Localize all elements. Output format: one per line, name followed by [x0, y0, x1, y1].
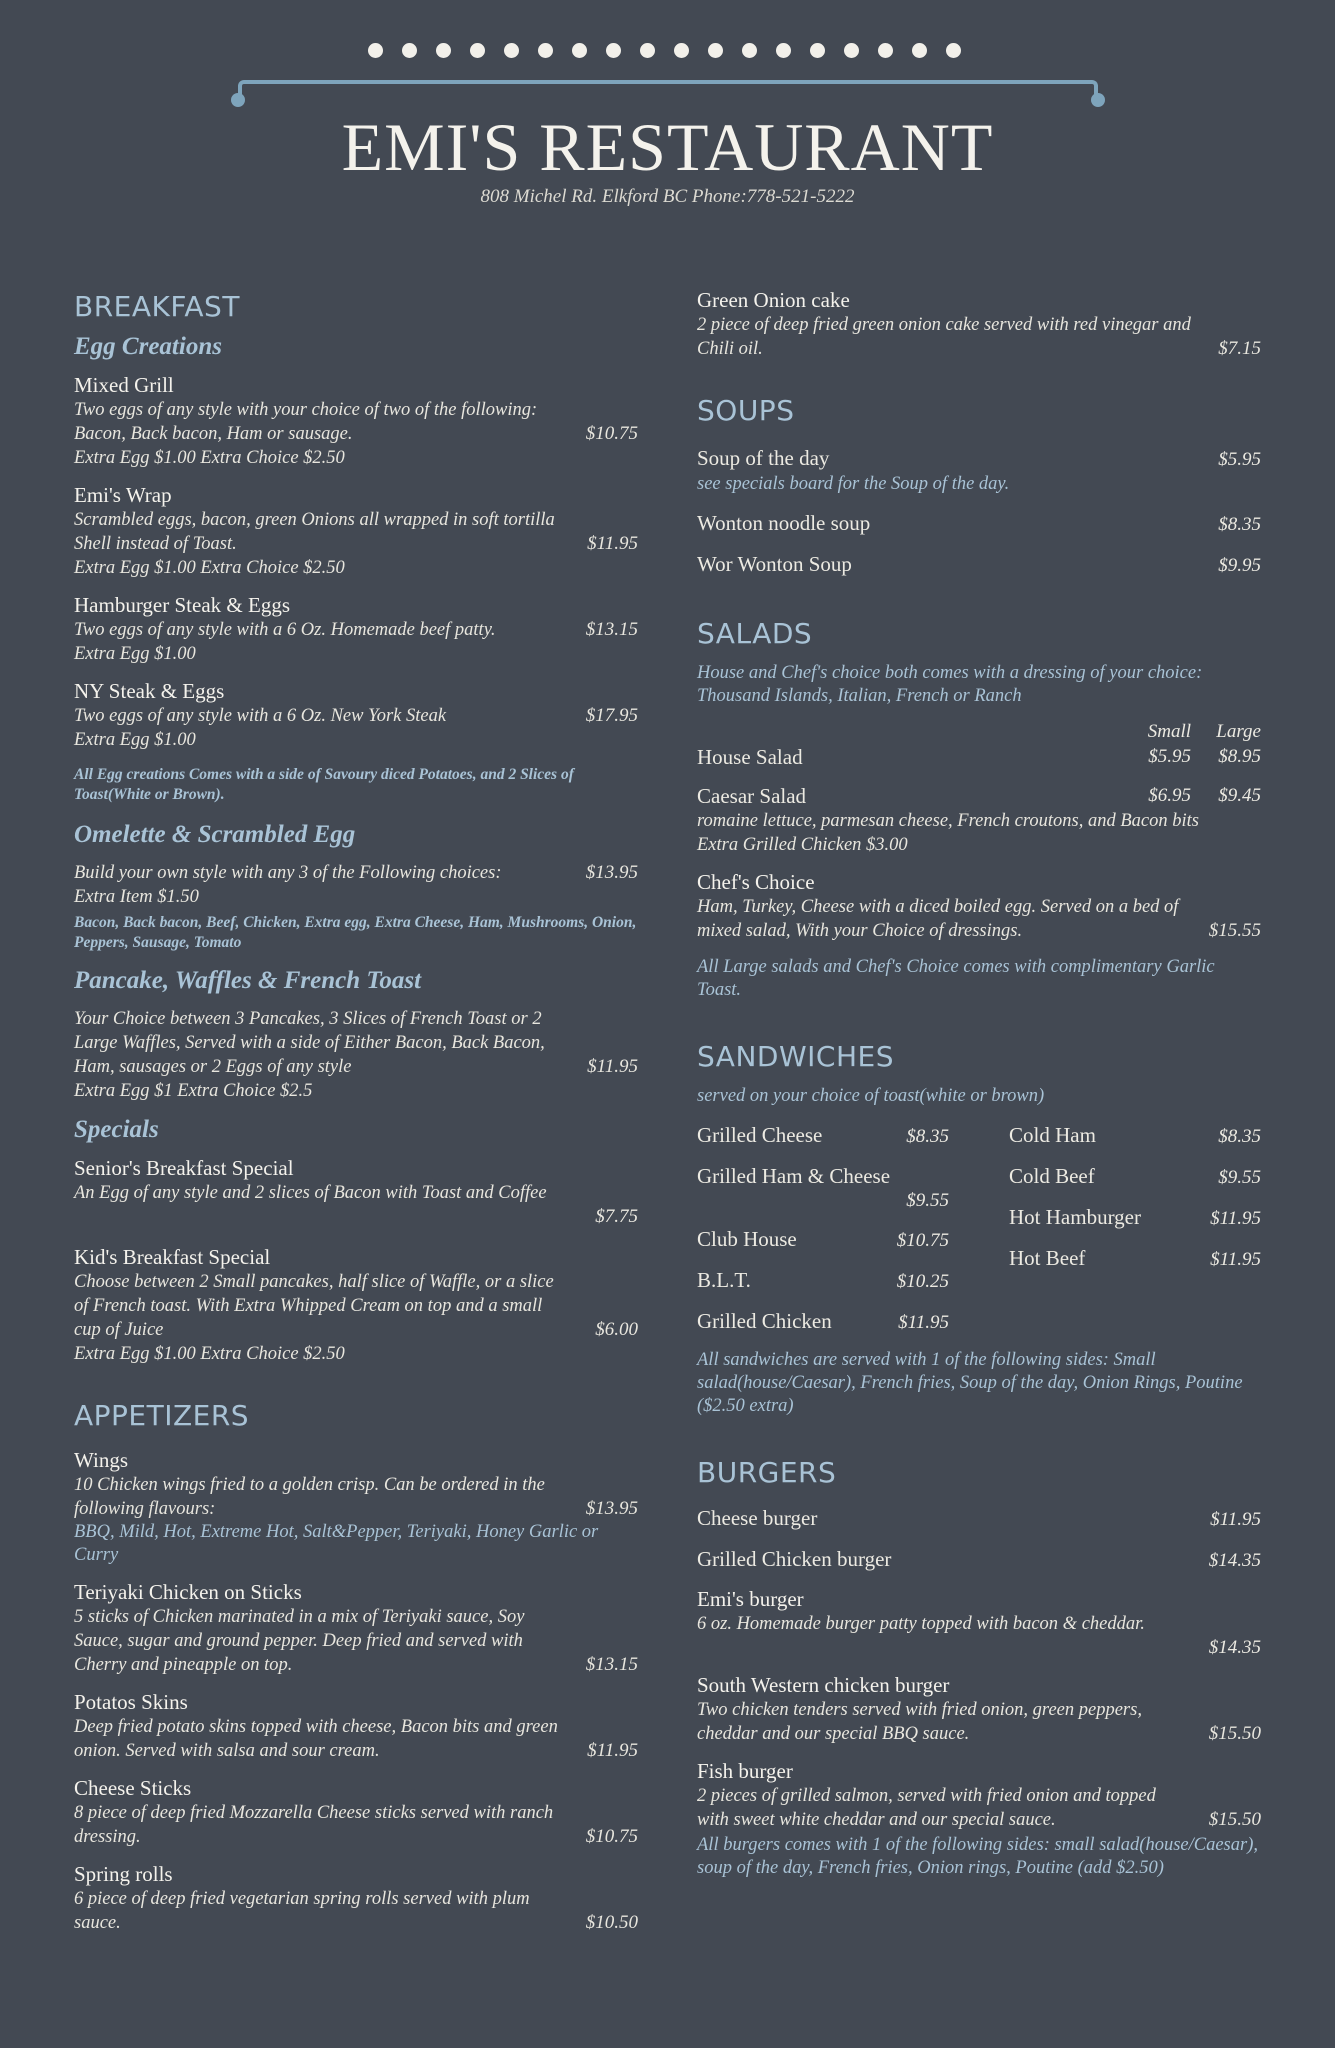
item-price: $10.75	[585, 1826, 638, 1847]
item-desc	[74, 1007, 638, 1079]
menu-item-grilled-cheese	[697, 1122, 949, 1150]
decorative-dot	[776, 43, 791, 58]
item-price: $11.95	[1210, 1208, 1261, 1229]
decorative-dot	[810, 43, 825, 58]
menu-item-hot-hamburger	[1009, 1204, 1261, 1232]
item-desc: romaine lettuce, parmesan cheese, French croutons, and Bacon bits	[697, 811, 1199, 831]
right-column	[697, 288, 1261, 1880]
item-desc-text: Build your own style with any 3 of the Following choices:	[74, 863, 502, 883]
menu-item-cheese-sticks	[74, 1776, 638, 1849]
item-name: Wonton noodle soup	[697, 511, 871, 535]
menu-item-seniors-special	[74, 1156, 638, 1229]
decorative-dot	[708, 43, 723, 58]
item-price-large: $9.45	[1218, 785, 1261, 806]
item-desc-text: Scrambled eggs, bacon, green Onions all wrapped in soft tortilla Shell instead of Toast.	[74, 510, 555, 554]
item-name: Mixed Grill	[74, 373, 174, 397]
decorative-dot	[504, 43, 519, 58]
menu-item-teriyaki-sticks	[74, 1580, 638, 1677]
item-price: $11.95	[1210, 1509, 1261, 1530]
decorative-dots	[368, 43, 968, 59]
egg-creations-note: All Egg creations Comes with a side of Savoury diced Potatoes, and 2 Slices of Toast(White or Brown).	[74, 766, 574, 803]
item-desc-text: 8 piece of deep fried Mozzarella Cheese sticks served with ranch dressing.	[74, 1803, 554, 1847]
item-price-small: $5.95	[1148, 746, 1191, 767]
item-price: $6.00	[595, 1319, 638, 1340]
item-desc	[74, 1605, 638, 1677]
item-desc: An Egg of any style and 2 slices of Bacon with Toast and Coffee	[74, 1183, 547, 1203]
wings-flavours-note: BBQ, Mild, Hot, Extreme Hot, Salt&Pepper, Teriyaki, Honey Garlic or Curry	[74, 1522, 599, 1565]
item-desc	[697, 1784, 1261, 1832]
decorative-dot	[640, 43, 655, 58]
menu-item-cheese-burger	[697, 1505, 1261, 1533]
item-desc	[74, 1715, 638, 1763]
item-name: NY Steak & Eggs	[74, 679, 225, 703]
bracket-end-right	[1091, 93, 1105, 107]
item-desc-text: Two eggs of any style with a 6 Oz. Homemade beef patty.	[74, 620, 496, 640]
section-breakfast-title: BREAKFAST	[74, 290, 240, 323]
item-desc: 6 oz. Homemade burger patty topped with bacon & cheddar.	[697, 1614, 1145, 1634]
item-desc	[697, 895, 1261, 943]
item-price: $13.15	[585, 619, 638, 640]
item-desc-text: 10 Chicken wings fried to a golden crisp. Can be ordered in the following flavours:	[74, 1475, 545, 1519]
sandwiches-note: All sandwiches are served with 1 of the following sides: Small salad(house/Caesar), French fries, Soup of the day, Onion Rings, Poutine ($2.50 extra)	[697, 1350, 1243, 1416]
menu-item-hot-beef	[1009, 1245, 1261, 1273]
menu-item-green-onion-cake	[697, 288, 1261, 361]
item-extra: Extra Egg $1.00 Extra Choice $2.50	[74, 1344, 345, 1364]
burgers-note: All burgers comes with 1 of the following sides: small salad(house/Caesar), soup of the day, French fries, Onion rings, Poutine (add $2.50)	[697, 1835, 1258, 1878]
item-price: $15.50	[1208, 1809, 1261, 1830]
decorative-dot	[742, 43, 757, 58]
item-name: Cold Beef	[1009, 1164, 1095, 1188]
menu-item-cold-beef	[1009, 1163, 1261, 1191]
item-name: Hot Hamburger	[1009, 1205, 1141, 1229]
item-name: B.L.T.	[697, 1268, 751, 1292]
decorative-dot	[606, 43, 621, 58]
item-extra: Extra Grilled Chicken $3.00	[697, 835, 908, 855]
bracket-end-left	[231, 93, 245, 107]
item-name: Chef's Choice	[697, 870, 815, 894]
item-desc-text: Choose between 2 Small pancakes, half slice of Waffle, or a slice of French toast. With Extra Whipped Cream on top and a small cup of Juice	[74, 1272, 554, 1340]
section-appetizers-title: APPETIZERS	[74, 1399, 250, 1432]
restaurant-address: 808 Michel Rd. Elkford BC Phone:778-521-5222	[480, 186, 855, 207]
item-price: $11.95	[587, 533, 638, 554]
item-price: $13.15	[585, 1654, 638, 1675]
pancake-title: Pancake, Waffles & French Toast	[74, 967, 422, 994]
item-name: Senior's Breakfast Special	[74, 1156, 294, 1180]
decorative-dot	[674, 43, 689, 58]
menu-item-emis-burger	[697, 1587, 1261, 1660]
menu-item-kids-special	[74, 1245, 638, 1366]
item-desc	[74, 1801, 638, 1849]
item-name: Spring rolls	[74, 1862, 173, 1886]
menu-item-mixed-grill	[74, 373, 638, 470]
item-price-small: $6.95	[1148, 785, 1191, 806]
item-name: South Western chicken burger	[697, 1673, 950, 1697]
menu-item-pancake	[74, 1007, 638, 1103]
menu-item-omelette	[74, 861, 638, 953]
item-name: Green Onion cake	[697, 288, 850, 312]
item-price: $14.35	[1208, 1637, 1261, 1658]
item-price: $10.75	[896, 1230, 949, 1251]
item-price: $11.95	[587, 1056, 638, 1077]
item-extra: Extra Egg $1.00 Extra Choice $2.50	[74, 558, 345, 578]
menu-item-spring-rolls	[74, 1862, 638, 1935]
decorative-dot	[844, 43, 859, 58]
item-name: Cheese burger	[697, 1506, 818, 1530]
item-name: Grilled Chicken	[697, 1309, 832, 1333]
decorative-dot	[470, 43, 485, 58]
item-desc-text: Your Choice between 3 Pancakes, 3 Slices of French Toast or 2 Large Waffles, Served with a side of Either Bacon, Back Bacon, Ham, sausages or 2 Eggs of any style	[74, 1009, 545, 1077]
decorative-dot	[402, 43, 417, 58]
item-price: $15.55	[1208, 920, 1261, 941]
left-column	[74, 290, 638, 1948]
item-price: $9.55	[1218, 1167, 1261, 1188]
item-price: $10.75	[585, 423, 638, 444]
item-desc-text: Two eggs of any style with your choice of two of the following: Bacon, Back bacon, Ham or sausage.	[74, 400, 538, 444]
item-price: $7.15	[1218, 338, 1261, 359]
menu-item-wor-wonton	[697, 551, 1261, 579]
item-price: $11.95	[898, 1312, 949, 1333]
item-price: $13.95	[585, 1498, 638, 1519]
menu-item-fish-burger	[697, 1759, 1261, 1832]
decorative-dot	[538, 43, 553, 58]
item-desc-text: 2 pieces of grilled salmon, served with fried onion and topped with sweet white cheddar and our special sauce.	[697, 1786, 1156, 1830]
menu-item-caesar-salad	[697, 783, 1261, 857]
item-extra: Extra Item $1.50	[74, 887, 199, 907]
small-label: Small	[1147, 721, 1191, 742]
item-desc-text: 5 sticks of Chicken marinated in a mix of Teriyaki sauce, Soy Sauce, sugar and ground pepper. Deep fried and served with Cherry and pineapple on top.	[74, 1607, 525, 1675]
item-name: Grilled Cheese	[697, 1123, 823, 1147]
item-price: $10.25	[896, 1271, 949, 1292]
item-desc	[74, 398, 638, 446]
sandwich-grid	[697, 1122, 1261, 1349]
decorative-dot	[436, 43, 451, 58]
item-price: $11.95	[587, 1740, 638, 1761]
section-sandwiches-title: SANDWICHES	[697, 1040, 894, 1073]
decorative-bracket	[238, 80, 1098, 100]
item-name: Teriyaki Chicken on Sticks	[74, 1580, 302, 1604]
menu-item-wonton-noodle	[697, 510, 1261, 538]
item-desc	[74, 704, 638, 728]
menu-item-potato-skins	[74, 1690, 638, 1763]
decorative-dot	[368, 43, 383, 58]
item-desc-text: 2 piece of deep fried green onion cake served with red vinegar and Chili oil.	[697, 315, 1191, 359]
decorative-dot	[572, 43, 587, 58]
large-label: Large	[1216, 721, 1261, 742]
menu-header	[0, 0, 1335, 220]
menu-item-grilled-ham-cheese	[697, 1163, 949, 1213]
item-desc	[74, 508, 638, 556]
menu-item-grilled-chicken	[697, 1308, 949, 1336]
egg-creations-title: Egg Creations	[74, 333, 222, 360]
item-price: $9.55	[906, 1190, 949, 1211]
item-row	[697, 445, 1261, 473]
item-desc-text: 6 piece of deep fried vegetarian spring rolls served with plum sauce.	[74, 1889, 530, 1933]
specials-title: Specials	[74, 1116, 159, 1143]
item-price: $7.75	[595, 1206, 638, 1227]
decorative-dot	[946, 43, 961, 58]
sandwiches-intro: served on your choice of toast(white or brown)	[697, 1086, 1045, 1106]
section-burgers-title: BURGERS	[697, 1456, 837, 1489]
item-name: Emi's Wrap	[74, 483, 172, 507]
item-price: $14.35	[1208, 1550, 1261, 1571]
decorative-dot	[878, 43, 893, 58]
item-name: Cheese Sticks	[74, 1776, 192, 1800]
item-price: $5.95	[1218, 449, 1261, 470]
item-name: Soup of the day	[697, 446, 830, 470]
item-extra: Extra Egg $1.00 Extra Choice $2.50	[74, 448, 345, 468]
menu-item-wings	[74, 1448, 638, 1567]
item-name: Fish burger	[697, 1759, 793, 1783]
sandwich-column-right	[1009, 1122, 1261, 1349]
omelette-title: Omelette & Scrambled Egg	[74, 821, 356, 848]
item-desc	[697, 1698, 1261, 1746]
salads-intro: House and Chef's choice both comes with a dressing of your choice: Thousand Islands, Italian, French or Ranch	[697, 663, 1203, 706]
item-desc	[74, 618, 638, 642]
restaurant-title: EMI'S RESTAURANT	[341, 109, 994, 185]
menu-item-club-house	[697, 1226, 949, 1254]
salads-note: All Large salads and Chef's Choice comes with complimentary Garlic Toast.	[697, 957, 1215, 1000]
item-price: $17.95	[585, 705, 638, 726]
item-desc-text: Two eggs of any style with a 6 Oz. New York Steak	[74, 706, 447, 726]
menu-item-south-western-burger	[697, 1673, 1261, 1746]
item-name: House Salad	[697, 745, 803, 769]
item-extra: Extra Egg $1 Extra Choice $2.5	[74, 1081, 313, 1101]
item-desc-text: Ham, Turkey, Cheese with a diced boiled egg. Served on a bed of mixed salad, With your Choice of dressings.	[697, 897, 1179, 941]
item-extra: Extra Egg $1.00	[74, 644, 196, 664]
item-price: $8.35	[906, 1126, 949, 1147]
item-price: $8.35	[1218, 514, 1261, 535]
salad-size-header	[697, 720, 1261, 744]
menu-item-chefs-choice	[697, 870, 1261, 943]
sandwich-column-left	[697, 1122, 949, 1349]
menu-item-emis-wrap	[74, 483, 638, 580]
menu-item-soup-of-day	[697, 445, 1261, 496]
item-price: $10.50	[585, 1912, 638, 1933]
omelette-choices-note: Bacon, Back bacon, Beef, Chicken, Extra egg, Extra Cheese, Ham, Mushrooms, Onion, Peppers, Sausage, Tomato	[74, 914, 637, 951]
item-desc	[74, 1887, 638, 1935]
menu-item-grilled-chicken-burger	[697, 1546, 1261, 1574]
item-name: Hamburger Steak & Eggs	[74, 593, 290, 617]
item-desc	[74, 1473, 638, 1521]
item-desc-text: Two chicken tenders served with fried onion, green peppers, cheddar and our special BBQ sauce.	[697, 1700, 1142, 1744]
item-desc	[74, 1270, 638, 1342]
section-salads-title: SALADS	[697, 617, 813, 650]
item-row	[697, 783, 1261, 809]
item-name: Grilled Ham & Cheese	[697, 1164, 891, 1188]
item-name: Grilled Chicken burger	[697, 1547, 892, 1571]
item-desc	[74, 861, 638, 885]
item-price-large: $8.95	[1218, 746, 1261, 767]
item-price: $8.35	[1218, 1126, 1261, 1147]
soup-note: see specials board for the Soup of the day.	[697, 474, 1010, 494]
item-name: Wings	[74, 1448, 128, 1472]
item-desc	[697, 313, 1261, 361]
item-name: Wor Wonton Soup	[697, 552, 852, 576]
item-name: Caesar Salad	[697, 784, 807, 808]
menu-item-cold-ham	[1009, 1122, 1261, 1150]
item-name: Hot Beef	[1009, 1246, 1086, 1270]
menu-item-blt	[697, 1267, 949, 1295]
menu-item-hamburger-steak	[74, 593, 638, 666]
item-extra: Extra Egg $1.00	[74, 730, 196, 750]
decorative-dot	[912, 43, 927, 58]
item-price: $9.95	[1218, 555, 1261, 576]
menu-item-ny-steak	[74, 679, 638, 752]
item-desc-text: Deep fried potato skins topped with cheese, Bacon bits and green onion. Served with salsa and sour cream.	[74, 1717, 558, 1761]
item-name: Cold Ham	[1009, 1123, 1096, 1147]
item-name: Potatos Skins	[74, 1690, 188, 1714]
item-price: $13.95	[585, 862, 638, 883]
item-price: $11.95	[1210, 1249, 1261, 1270]
item-name: Kid's Breakfast Special	[74, 1245, 271, 1269]
item-price: $15.50	[1208, 1723, 1261, 1744]
menu-item-house-salad	[697, 744, 1261, 770]
section-soups-title: SOUPS	[697, 394, 795, 427]
item-name: Emi's burger	[697, 1587, 804, 1611]
item-name: Club House	[697, 1227, 797, 1251]
